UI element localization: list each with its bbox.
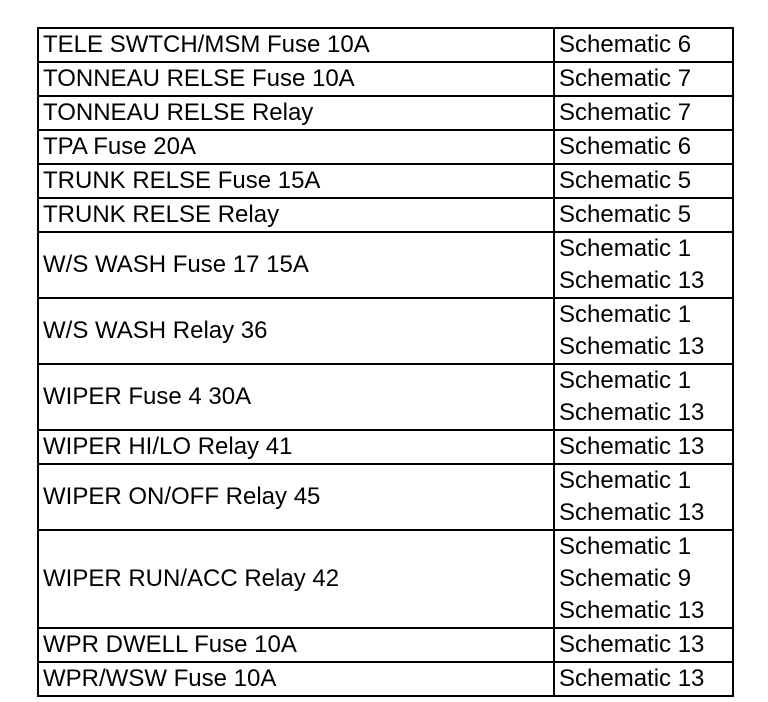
component-name-cell: W/S WASH Relay 36 <box>38 298 554 364</box>
component-name-cell: WIPER ON/OFF Relay 45 <box>38 464 554 530</box>
schematic-reference: Schematic 7 <box>559 65 692 92</box>
schematic-reference: Schematic 1 <box>559 467 692 494</box>
schematic-reference: Schematic 6 <box>559 133 692 160</box>
schematic-reference: Schematic 5 <box>559 167 692 194</box>
component-name-cell: WPR/WSW Fuse 10A <box>38 662 554 696</box>
schematic-reference-cell <box>554 530 733 628</box>
schematic-reference-cell <box>554 96 733 130</box>
schematic-reference: Schematic 9 <box>559 565 692 592</box>
table-row <box>38 430 733 464</box>
schematic-reference: Schematic 1 <box>559 367 692 394</box>
component-name-cell: WIPER Fuse 4 30A <box>38 364 554 430</box>
table-body <box>38 28 733 696</box>
schematic-reference-cell <box>554 298 733 364</box>
table-row <box>38 130 733 164</box>
schematic-reference-cell <box>554 232 733 298</box>
schematic-reference: Schematic 13 <box>559 631 705 658</box>
table-row <box>38 530 733 628</box>
table-row <box>38 198 733 232</box>
schematic-reference: Schematic 13 <box>559 665 705 692</box>
schematic-reference: Schematic 7 <box>559 99 692 126</box>
component-name-cell: WPR DWELL Fuse 10A <box>38 628 554 662</box>
component-name-cell: TPA Fuse 20A <box>38 130 554 164</box>
schematic-reference: Schematic 1 <box>559 301 692 328</box>
schematic-reference-cell <box>554 130 733 164</box>
schematic-reference-cell <box>554 464 733 530</box>
schematic-reference: Schematic 5 <box>559 201 692 228</box>
schematic-reference-cell <box>554 628 733 662</box>
schematic-reference: Schematic 13 <box>559 597 705 624</box>
schematic-reference: Schematic 1 <box>559 235 692 262</box>
schematic-reference: Schematic 13 <box>559 433 705 460</box>
schematic-reference-cell <box>554 662 733 696</box>
schematic-reference: Schematic 13 <box>559 267 705 294</box>
schematic-reference-cell <box>554 430 733 464</box>
schematic-reference: Schematic 13 <box>559 499 705 526</box>
schematic-reference-cell <box>554 164 733 198</box>
schematic-reference-cell <box>554 62 733 96</box>
table-row <box>38 96 733 130</box>
table-row <box>38 464 733 530</box>
component-name-cell: TRUNK RELSE Relay <box>38 198 554 232</box>
component-name-cell: TRUNK RELSE Fuse 15A <box>38 164 554 198</box>
table-row <box>38 298 733 364</box>
table-row <box>38 28 733 62</box>
schematic-index-table <box>37 27 734 697</box>
component-name-cell: WIPER RUN/ACC Relay 42 <box>38 530 554 628</box>
component-name-cell: WIPER HI/LO Relay 41 <box>38 430 554 464</box>
schematic-reference: Schematic 6 <box>559 31 692 58</box>
component-name-cell: TONNEAU RELSE Relay <box>38 96 554 130</box>
component-name-cell: TONNEAU RELSE Fuse 10A <box>38 62 554 96</box>
table-row <box>38 628 733 662</box>
schematic-reference-cell <box>554 364 733 430</box>
component-name-cell: W/S WASH Fuse 17 15A <box>38 232 554 298</box>
table-row <box>38 662 733 696</box>
schematic-reference-cell <box>554 198 733 232</box>
table-row <box>38 164 733 198</box>
component-name-cell: TELE SWTCH/MSM Fuse 10A <box>38 28 554 62</box>
schematic-reference: Schematic 1 <box>559 533 692 560</box>
table-row <box>38 232 733 298</box>
schematic-reference: Schematic 13 <box>559 333 705 360</box>
table-row <box>38 62 733 96</box>
schematic-reference-cell <box>554 28 733 62</box>
schematic-reference: Schematic 13 <box>559 399 705 426</box>
table-row <box>38 364 733 430</box>
